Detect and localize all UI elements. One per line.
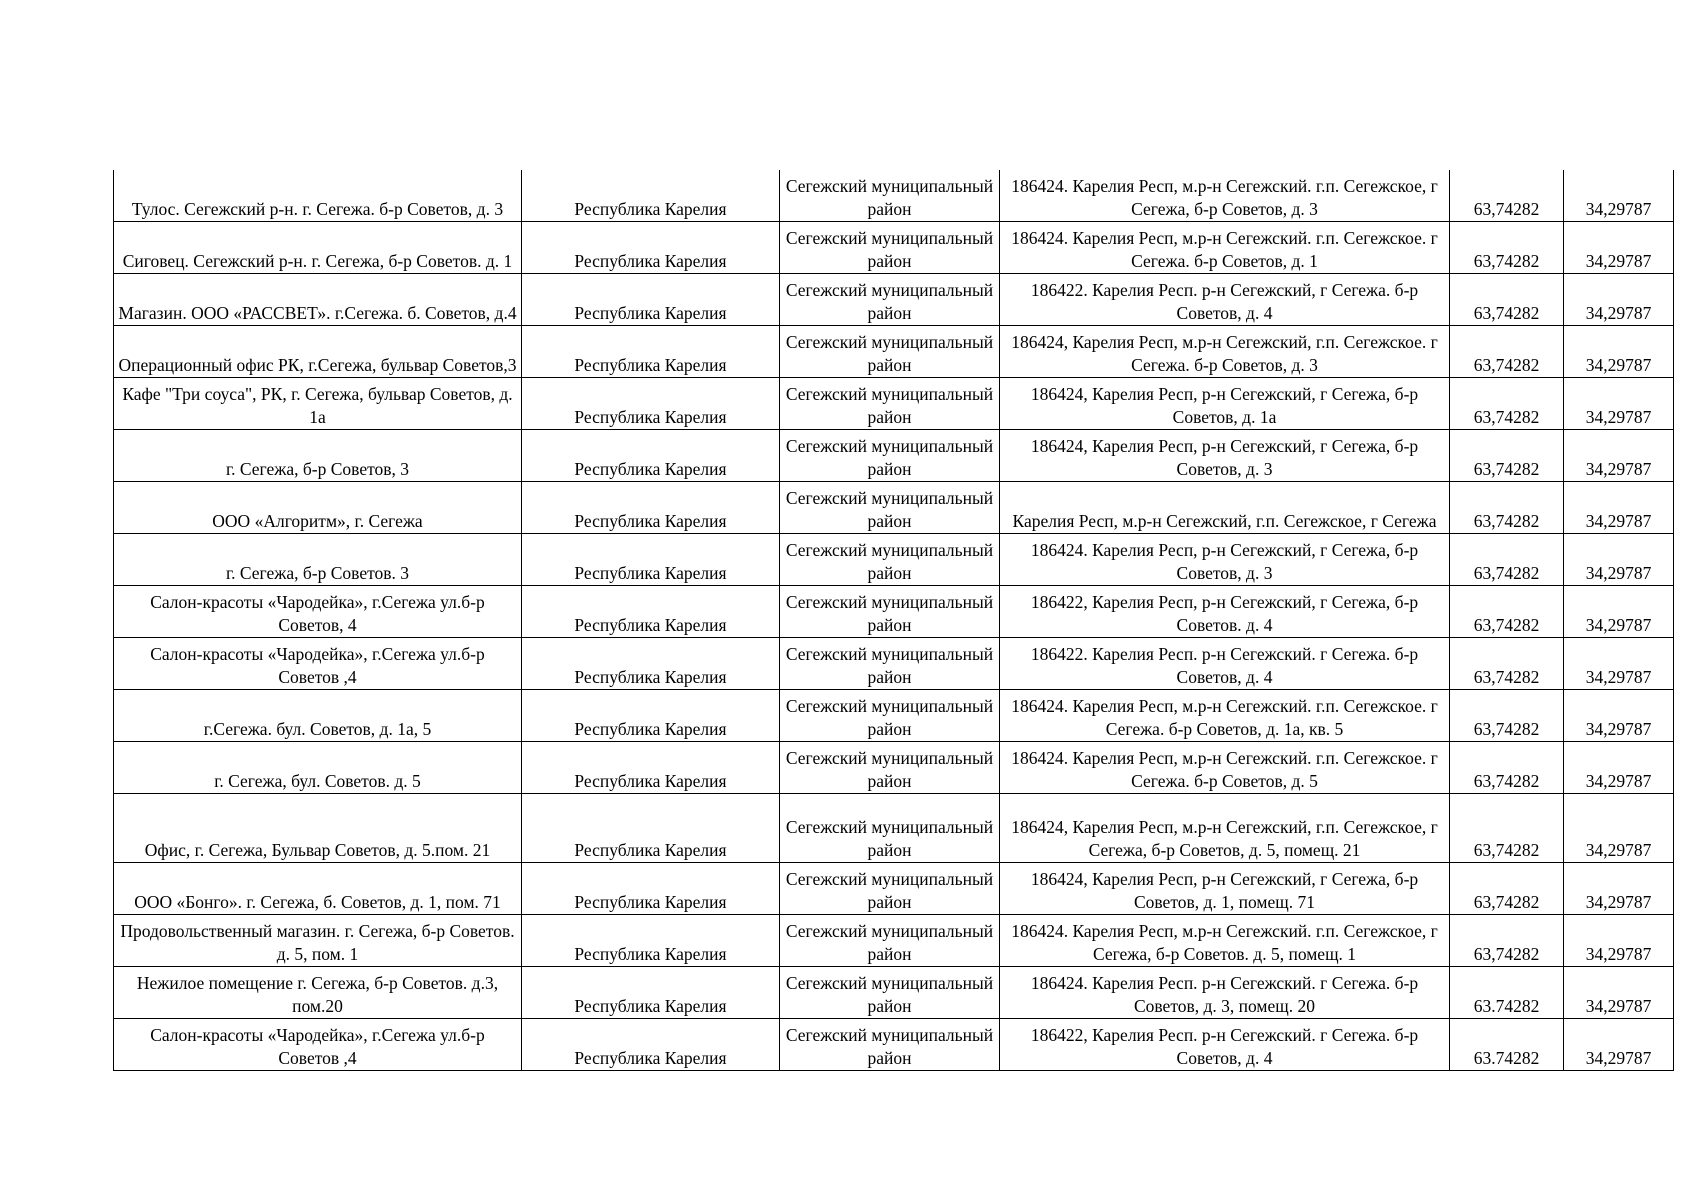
district-cell: Сегежский муниципальный район — [780, 534, 1000, 586]
location-name-cell: г.Сегежа. бул. Советов, д. 1а, 5 — [114, 690, 522, 742]
district-cell: Сегежский муниципальный район — [780, 326, 1000, 378]
region-cell: Республика Карелия — [522, 430, 780, 482]
longitude-cell: 34,29787 — [1564, 326, 1674, 378]
table-row — [114, 534, 1674, 586]
latitude-cell: 63,74282 — [1450, 638, 1564, 690]
location-name-cell: Кафе "Три соуса", РК, г. Сегежа, бульвар Советов, д. 1а — [114, 378, 522, 430]
table-row — [114, 967, 1674, 1019]
region-cell: Республика Карелия — [522, 690, 780, 742]
table-row — [114, 482, 1674, 534]
latitude-cell: 63,74282 — [1450, 430, 1564, 482]
longitude-cell: 34,29787 — [1564, 586, 1674, 638]
latitude-cell: 63,74282 — [1450, 586, 1564, 638]
latitude-cell: 63,74282 — [1450, 915, 1564, 967]
longitude-cell: 34,29787 — [1564, 742, 1674, 794]
longitude-cell: 34,29787 — [1564, 534, 1674, 586]
address-cell: 186424, Карелия Респ, м.р-н Сегежский, г.п. Сегежское. г Сегежа. б-р Советов, д. 3 — [1000, 326, 1450, 378]
table-row — [114, 690, 1674, 742]
region-cell: Республика Карелия — [522, 638, 780, 690]
region-cell: Республика Карелия — [522, 863, 780, 915]
table-row — [114, 170, 1674, 222]
table-row — [114, 326, 1674, 378]
location-name-cell: г. Сегежа, б-р Советов. 3 — [114, 534, 522, 586]
region-cell: Республика Карелия — [522, 742, 780, 794]
region-cell: Республика Карелия — [522, 170, 780, 222]
latitude-cell: 63,74282 — [1450, 274, 1564, 326]
location-name-cell: г. Сегежа, бул. Советов. д. 5 — [114, 742, 522, 794]
longitude-cell: 34,29787 — [1564, 967, 1674, 1019]
latitude-cell: 63,74282 — [1450, 794, 1564, 863]
latitude-cell: 63,74282 — [1450, 222, 1564, 274]
district-cell: Сегежский муниципальный район — [780, 690, 1000, 742]
region-cell: Республика Карелия — [522, 1019, 780, 1071]
location-name-cell: Операционный офис РК, г.Сегежа, бульвар Советов,3 — [114, 326, 522, 378]
location-name-cell: Салон-красоты «Чародейка», г.Сегежа ул.б-р Советов ,4 — [114, 1019, 522, 1071]
region-cell: Республика Карелия — [522, 482, 780, 534]
address-cell: 186422, Карелия Респ. р-н Сегежский. г Сегежа. б-р Советов, д. 4 — [1000, 1019, 1450, 1071]
address-cell: 186424, Карелия Респ, р-н Сегежский, г Сегежа, б-р Советов, д. 3 — [1000, 430, 1450, 482]
longitude-cell: 34,29787 — [1564, 274, 1674, 326]
latitude-cell: 63,74282 — [1450, 482, 1564, 534]
address-cell: 186424. Карелия Респ, м.р-н Сегежский. г.п. Сегежское. г Сегежа. б-р Советов, д. 1а, кв. 5 — [1000, 690, 1450, 742]
district-cell: Сегежский муниципальный район — [780, 794, 1000, 863]
district-cell: Сегежский муниципальный район — [780, 430, 1000, 482]
latitude-cell: 63.74282 — [1450, 1019, 1564, 1071]
address-cell: 186424. Карелия Респ, м.р-н Сегежский. г.п. Сегежское. г Сегежа. б-р Советов, д. 5 — [1000, 742, 1450, 794]
longitude-cell: 34,29787 — [1564, 690, 1674, 742]
address-cell: 186424. Карелия Респ, м.р-н Сегежский. г.п. Сегежское. г Сегежа. б-р Советов, д. 1 — [1000, 222, 1450, 274]
table-row — [114, 222, 1674, 274]
district-cell: Сегежский муниципальный район — [780, 274, 1000, 326]
district-cell: Сегежский муниципальный район — [780, 170, 1000, 222]
location-name-cell: Сиговец. Сегежский р-н. г. Сегежа, б-р Советов. д. 1 — [114, 222, 522, 274]
region-cell: Республика Карелия — [522, 586, 780, 638]
district-cell: Сегежский муниципальный район — [780, 915, 1000, 967]
district-cell: Сегежский муниципальный район — [780, 742, 1000, 794]
table-row — [114, 430, 1674, 482]
latitude-cell: 63,74282 — [1450, 690, 1564, 742]
location-name-cell: Продовольственный магазин. г. Сегежа, б-р Советов. д. 5, пом. 1 — [114, 915, 522, 967]
region-cell: Республика Карелия — [522, 222, 780, 274]
address-cell: 186424, Карелия Респ, р-н Сегежский, г Сегежа, б-р Советов, д. 1, помещ. 71 — [1000, 863, 1450, 915]
longitude-cell: 34,29787 — [1564, 1019, 1674, 1071]
table-row — [114, 915, 1674, 967]
table-row — [114, 274, 1674, 326]
address-cell: 186422. Карелия Респ. р-н Сегежский. г Сегежа. б-р Советов, д. 4 — [1000, 638, 1450, 690]
address-cell: 186424, Карелия Респ, м.р-н Сегежский, г.п. Сегежское, г Сегежа, б-р Советов, д. 5, помещ. 21 — [1000, 794, 1450, 863]
longitude-cell: 34,29787 — [1564, 794, 1674, 863]
location-name-cell: Офис, г. Сегежа, Бульвар Советов, д. 5.пом. 21 — [114, 794, 522, 863]
location-name-cell: ООО «Алгоритм», г. Сегежа — [114, 482, 522, 534]
address-cell: 186424. Карелия Респ, м.р-н Сегежский. г.п. Сегежское, г Сегежа, б-р Советов, д. 3 — [1000, 170, 1450, 222]
latitude-cell: 63.74282 — [1450, 967, 1564, 1019]
table-row — [114, 638, 1674, 690]
region-cell: Республика Карелия — [522, 915, 780, 967]
region-cell: Республика Карелия — [522, 378, 780, 430]
region-cell: Республика Карелия — [522, 794, 780, 863]
table-row — [114, 742, 1674, 794]
district-cell: Сегежский муниципальный район — [780, 378, 1000, 430]
table-row — [114, 378, 1674, 430]
longitude-cell: 34,29787 — [1564, 378, 1674, 430]
region-cell: Республика Карелия — [522, 326, 780, 378]
latitude-cell: 63,74282 — [1450, 742, 1564, 794]
address-cell: 186424. Карелия Респ, р-н Сегежский, г Сегежа, б-р Советов, д. 3 — [1000, 534, 1450, 586]
region-cell: Республика Карелия — [522, 274, 780, 326]
table-row — [114, 794, 1674, 863]
table-body — [114, 170, 1674, 1071]
location-name-cell: Нежилое помещение г. Сегежа, б-р Советов. д.3, пом.20 — [114, 967, 522, 1019]
longitude-cell: 34,29787 — [1564, 430, 1674, 482]
location-name-cell: ООО «Бонго». г. Сегежа, б. Советов, д. 1, пом. 71 — [114, 863, 522, 915]
address-cell: 186422. Карелия Респ. р-н Сегежский, г Сегежа. б-р Советов, д. 4 — [1000, 274, 1450, 326]
district-cell: Сегежский муниципальный район — [780, 222, 1000, 274]
longitude-cell: 34,29787 — [1564, 170, 1674, 222]
latitude-cell: 63,74282 — [1450, 170, 1564, 222]
location-name-cell: Салон-красоты «Чародейка», г.Сегежа ул.б-р Советов, 4 — [114, 586, 522, 638]
latitude-cell: 63,74282 — [1450, 534, 1564, 586]
latitude-cell: 63,74282 — [1450, 863, 1564, 915]
table-row — [114, 863, 1674, 915]
location-name-cell: Тулос. Сегежский р-н. г. Сегежа. б-р Советов, д. 3 — [114, 170, 522, 222]
location-name-cell: г. Сегежа, б-р Советов, 3 — [114, 430, 522, 482]
table-row — [114, 1019, 1674, 1071]
longitude-cell: 34,29787 — [1564, 863, 1674, 915]
latitude-cell: 63,74282 — [1450, 326, 1564, 378]
address-cell: Карелия Респ, м.р-н Сегежский, г.п. Сегежское, г Сегежа — [1000, 482, 1450, 534]
longitude-cell: 34,29787 — [1564, 638, 1674, 690]
district-cell: Сегежский муниципальный район — [780, 482, 1000, 534]
region-cell: Республика Карелия — [522, 967, 780, 1019]
location-name-cell: Салон-красоты «Чародейка», г.Сегежа ул.б-р Советов ,4 — [114, 638, 522, 690]
longitude-cell: 34,29787 — [1564, 915, 1674, 967]
district-cell: Сегежский муниципальный район — [780, 586, 1000, 638]
address-cell: 186422, Карелия Респ, р-н Сегежский, г Сегежа, б-р Советов. д. 4 — [1000, 586, 1450, 638]
district-cell: Сегежский муниципальный район — [780, 967, 1000, 1019]
region-cell: Республика Карелия — [522, 534, 780, 586]
address-cell: 186424, Карелия Респ, р-н Сегежский, г Сегежа, б-р Советов, д. 1а — [1000, 378, 1450, 430]
district-cell: Сегежский муниципальный район — [780, 1019, 1000, 1071]
longitude-cell: 34,29787 — [1564, 222, 1674, 274]
longitude-cell: 34,29787 — [1564, 482, 1674, 534]
address-cell: 186424. Карелия Респ, м.р-н Сегежский. г.п. Сегежское, г Сегежа, б-р Советов. д. 5, помещ. 1 — [1000, 915, 1450, 967]
address-cell: 186424. Карелия Респ. р-н Сегежский. г Сегежа. б-р Советов, д. 3, помещ. 20 — [1000, 967, 1450, 1019]
district-cell: Сегежский муниципальный район — [780, 638, 1000, 690]
locations-table — [113, 170, 1674, 1071]
district-cell: Сегежский муниципальный район — [780, 863, 1000, 915]
latitude-cell: 63,74282 — [1450, 378, 1564, 430]
table-row — [114, 586, 1674, 638]
location-name-cell: Магазин. ООО «РАССВЕТ». г.Сегежа. б. Советов, д.4 — [114, 274, 522, 326]
